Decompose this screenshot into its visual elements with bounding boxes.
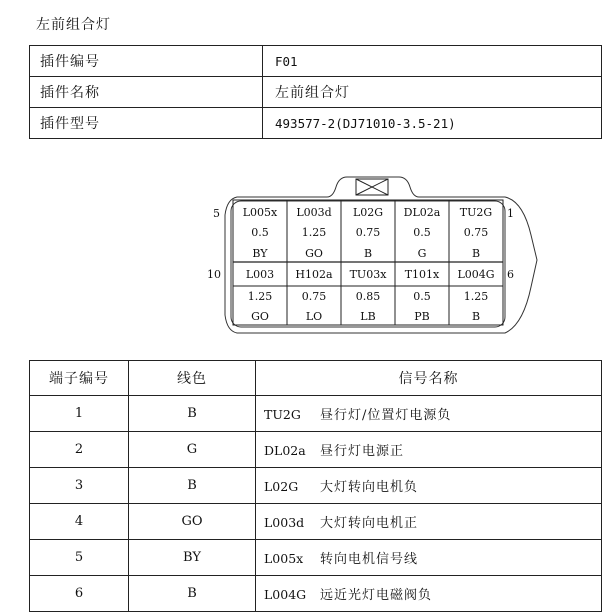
signal-cell (256, 396, 602, 432)
pin-color: GO (305, 247, 323, 260)
signal-cell (256, 504, 602, 540)
info-value: 493577-2(DJ71010-3.5-21) (263, 108, 602, 139)
connector-info-table (29, 45, 602, 139)
info-label: 插件编号 (30, 46, 263, 77)
info-label: 插件型号 (30, 108, 263, 139)
pin-assignment-table (29, 360, 602, 612)
pin-size: 0.5 (413, 290, 431, 303)
page-title: 左前组合灯 (36, 17, 111, 33)
connector-inner-frame (231, 201, 505, 327)
connector-diagram (205, 175, 550, 345)
wire-color: G (129, 432, 256, 468)
pin-size: 0.5 (413, 226, 431, 239)
signal-name: 大灯转向电机负 (320, 480, 419, 495)
signal-name: 昼行灯/位置灯电源负 (320, 408, 452, 423)
signal-code: DL02a (264, 443, 306, 458)
pin-code: L003d (296, 206, 332, 219)
signal-name: 转向电机信号线 (320, 552, 419, 567)
pin-code: L005x (242, 206, 278, 219)
signal-cell (256, 432, 602, 468)
pin-size: 0.75 (463, 226, 489, 239)
pin-color: LO (305, 310, 323, 323)
pin-number: 4 (30, 504, 129, 540)
info-row (30, 46, 602, 77)
table-row (30, 396, 602, 432)
wire-color: BY (129, 540, 256, 576)
pin-size: 0.75 (355, 226, 381, 239)
signal-cell (256, 468, 602, 504)
table-row (30, 576, 602, 612)
info-row (30, 108, 602, 139)
pin-size: 1.25 (463, 290, 489, 303)
wire-color: B (129, 396, 256, 432)
pin-code: DL02a (403, 206, 441, 219)
pin-number-right-top: 1 (507, 207, 514, 220)
wire-color: B (129, 468, 256, 504)
pin-code: L003 (245, 268, 275, 281)
info-value: F01 (263, 46, 602, 77)
pin-code: TU2G (459, 206, 493, 219)
pin-color: B (471, 247, 481, 260)
header-signal-name: 信号名称 (256, 361, 602, 396)
info-row (30, 77, 602, 108)
pin-number: 1 (30, 396, 129, 432)
pin-number-right-bottom: 6 (507, 268, 514, 281)
pin-size: 1.25 (301, 226, 327, 239)
wire-color: B (129, 576, 256, 612)
key-icon (356, 179, 388, 195)
pin-color: GO (251, 310, 269, 323)
pin-code: H102a (295, 268, 333, 281)
pin-color: B (471, 310, 481, 323)
pin-color: LB (360, 310, 376, 323)
signal-code: L004G (264, 587, 307, 602)
signal-cell (256, 540, 602, 576)
signal-name: 昼行灯电源正 (320, 444, 405, 459)
signal-code: TU2G (264, 407, 301, 422)
pin-size: 0.85 (355, 290, 381, 303)
table-row (30, 540, 602, 576)
pin-number: 6 (30, 576, 129, 612)
pin-size: 0.75 (301, 290, 327, 303)
wire-color: GO (129, 504, 256, 540)
signal-cell (256, 576, 602, 612)
pin-color: B (363, 247, 373, 260)
table-row (30, 468, 602, 504)
pin-size: 0.5 (251, 226, 269, 239)
pin-color: PB (414, 310, 430, 323)
header-pin-number: 端子编号 (30, 361, 129, 396)
signal-name: 大灯转向电机正 (320, 516, 419, 531)
signal-code: L003d (264, 515, 305, 530)
table-row (30, 432, 602, 468)
table-header-row (30, 361, 602, 396)
pin-code: L004G (457, 268, 495, 281)
pin-code: TU03x (349, 268, 387, 281)
signal-code: L02G (264, 479, 299, 494)
pin-number-left-top: 5 (213, 207, 220, 220)
signal-code: L005x (264, 551, 304, 566)
pin-number: 5 (30, 540, 129, 576)
info-value: 左前组合灯 (263, 77, 602, 108)
pin-color: G (417, 247, 427, 260)
signal-name: 远近光灯电磁阀负 (320, 588, 433, 603)
pin-number-left-bottom: 10 (207, 268, 221, 281)
pin-number: 2 (30, 432, 129, 468)
pin-size: 1.25 (247, 290, 273, 303)
pin-number: 3 (30, 468, 129, 504)
pin-code: T101x (404, 268, 440, 281)
table-row (30, 504, 602, 540)
header-wire-color: 线色 (129, 361, 256, 396)
info-label: 插件名称 (30, 77, 263, 108)
pin-code: L02G (352, 206, 384, 219)
pin-color: BY (252, 247, 268, 260)
